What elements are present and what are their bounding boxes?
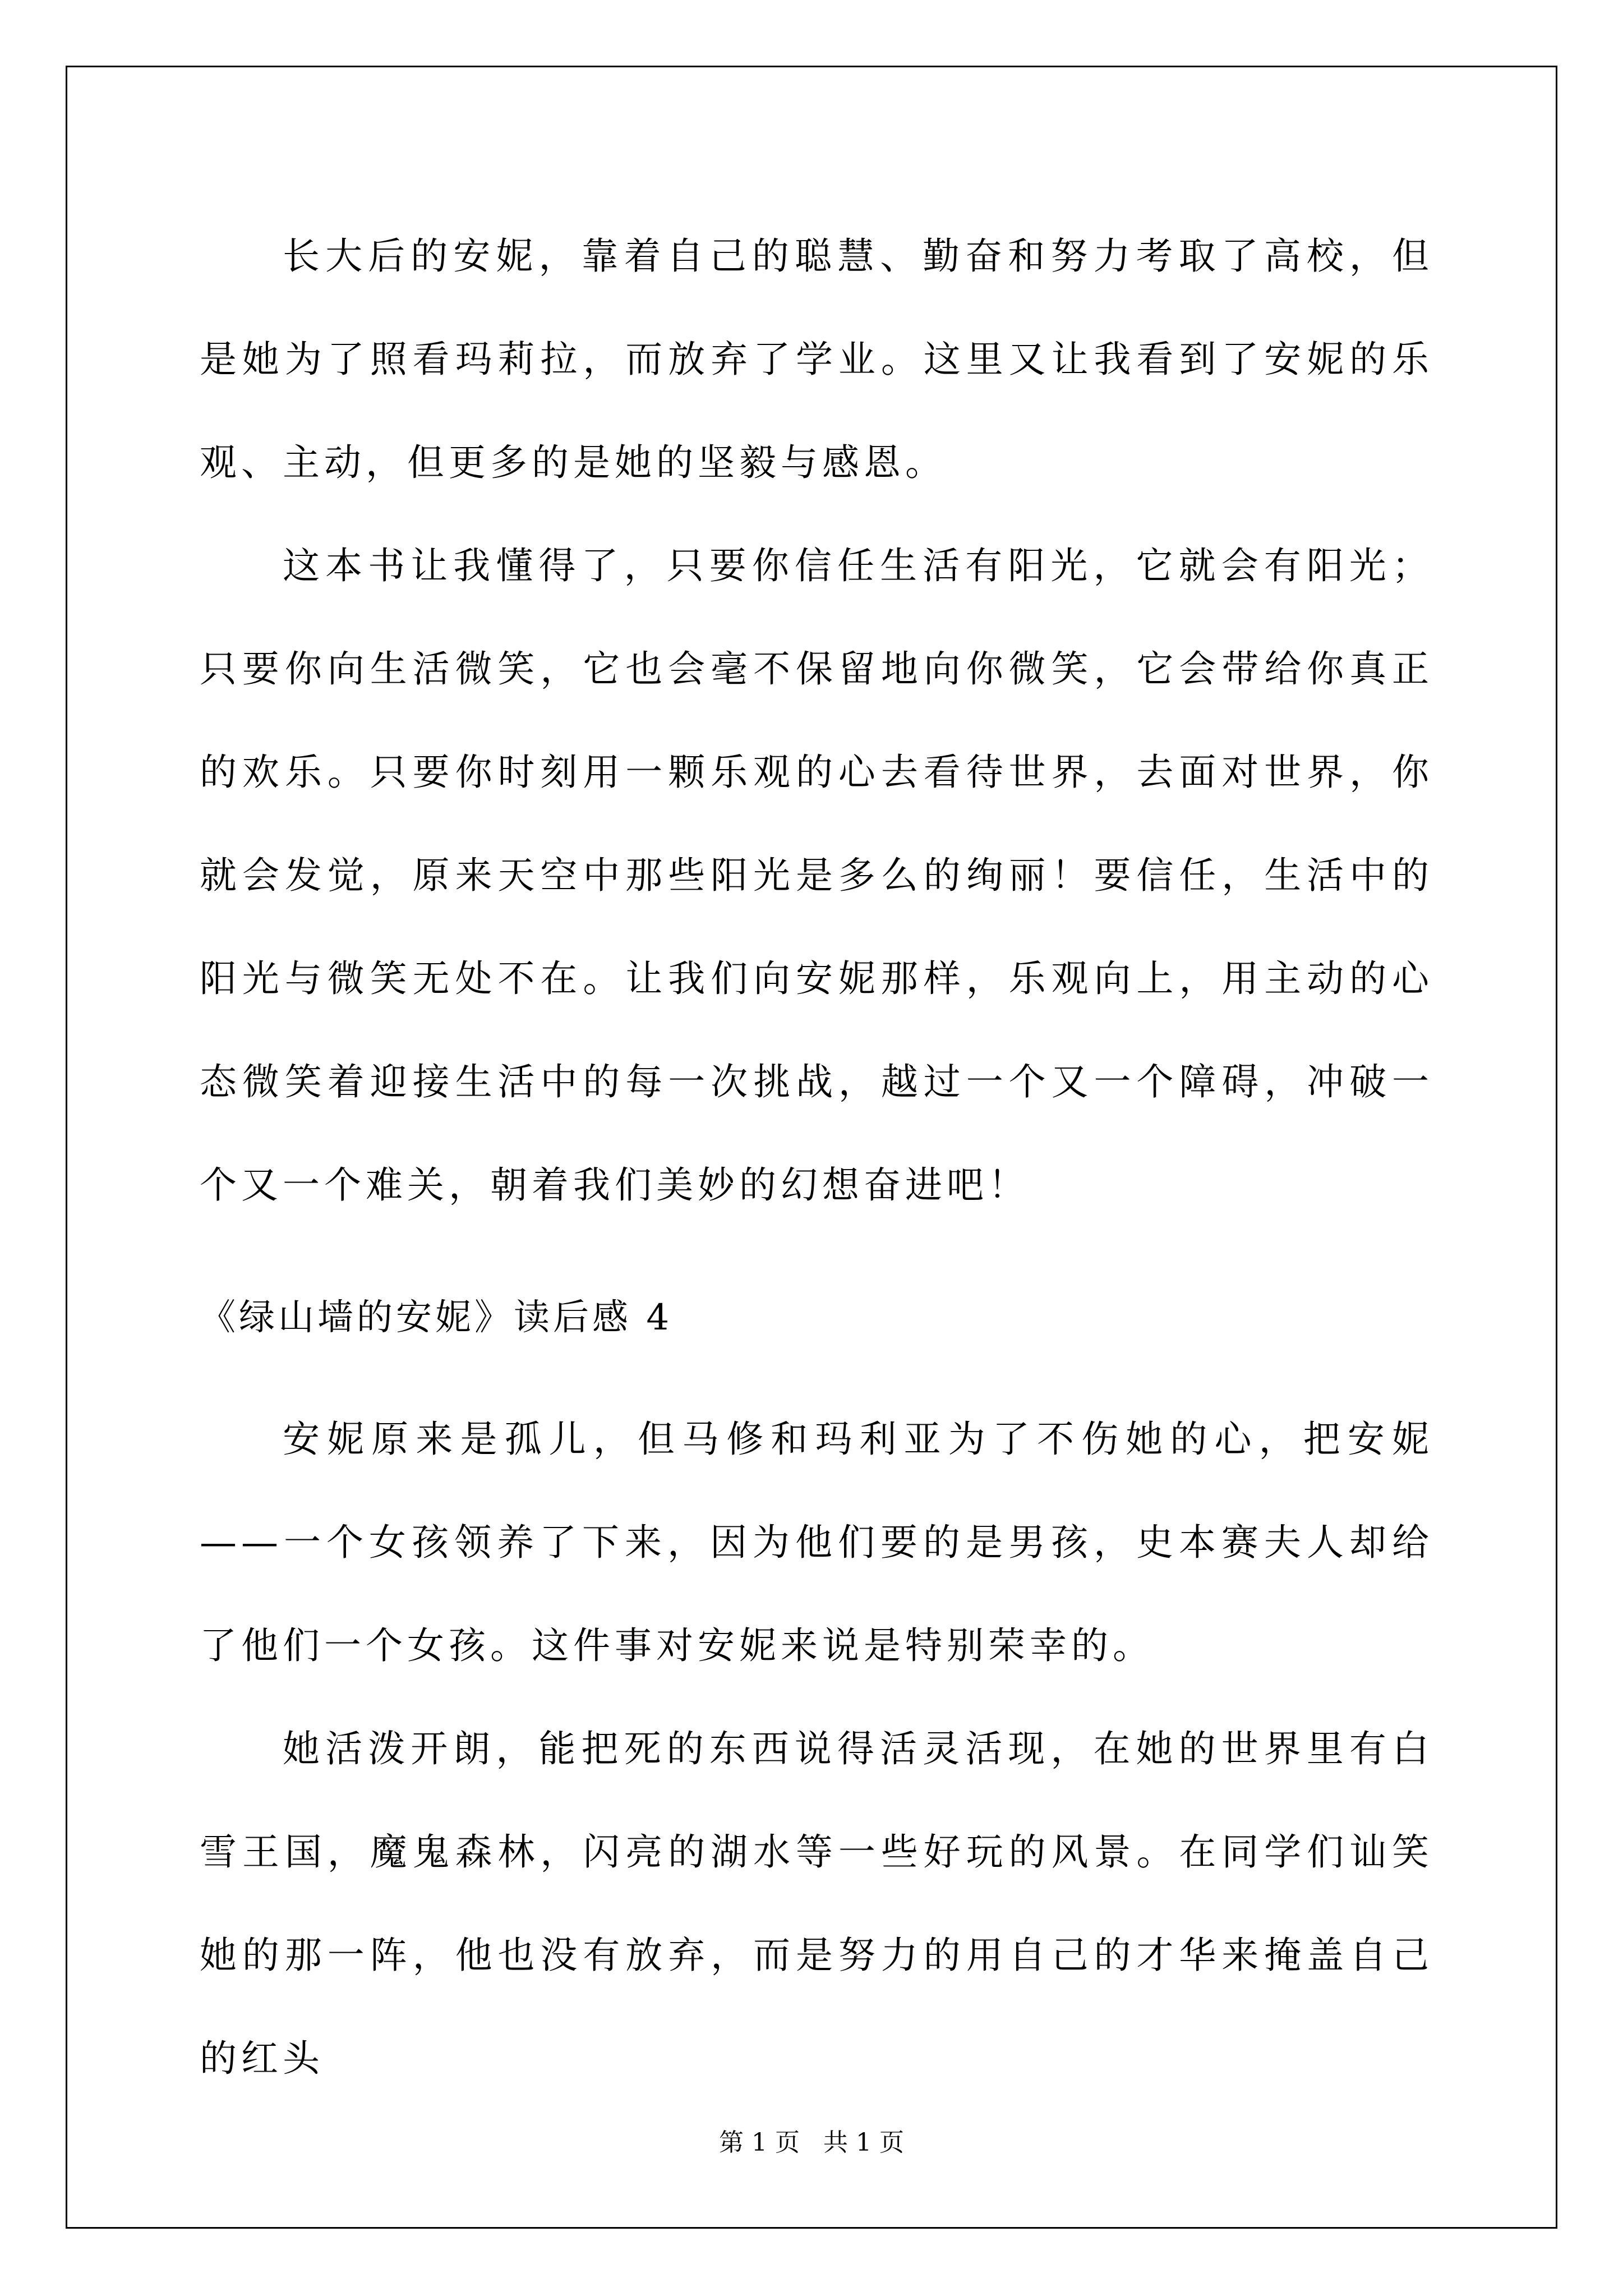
page-total: 共 1 页 <box>823 2128 904 2157</box>
document-body-top <box>200 205 1433 1237</box>
document-body-bottom <box>200 1388 1433 2110</box>
paragraph-annie-grows-up: 长大后的安妮，靠着自己的聪慧、勤奋和努力考取了高校，但是她为了照看玛莉拉，而放弃了学业。这里又让我看到了安妮的乐观、主动，但更多的是她的坚毅与感恩。 <box>200 234 1433 484</box>
section-heading: 《绿山墙的安妮》读后感 4 <box>200 1297 673 1338</box>
page-number: 第 1 页 <box>719 2128 800 2157</box>
paragraph-orphan: 安妮原来是孤儿，但马修和玛利亚为了不伤她的心，把安妮——一个女孩领养了下来，因为他们要的是男孩，史本赛夫人却给了他们一个女孩。这件事对安妮来说是特别荣幸的。 <box>200 1418 1433 1667</box>
paragraph-book-lesson: 这本书让我懂得了，只要你信任生活有阳光，它就会有阳光；只要你向生活微笑，它也会毫不保留地向你微笑，它会带给你真正的欢乐。只要你时刻用一颗乐观的心去看待世界，去面对世界，你就会发觉，原来天空中那些阳光是多么的绚丽！要信任，生活中的阳光与微笑无处不在。让我们向安妮那样，乐观向上，用主动的心态微笑着迎接生活中的每一次挑战，越过一个又一个障碍，冲破一个又一个难关，朝着我们美妙的幻想奋进吧！ <box>200 544 1433 1207</box>
paragraph-lively: 她活泼开朗，能把死的东西说得活灵活现，在她的世界里有白雪王国，魔鬼森林，闪亮的湖水等一些好玩的风景。在同学们讪笑她的那一阵，他也没有放弃，而是努力的用自己的才华来掩盖自己的红头 <box>200 1727 1433 2080</box>
page-footer <box>0 2126 1623 2160</box>
